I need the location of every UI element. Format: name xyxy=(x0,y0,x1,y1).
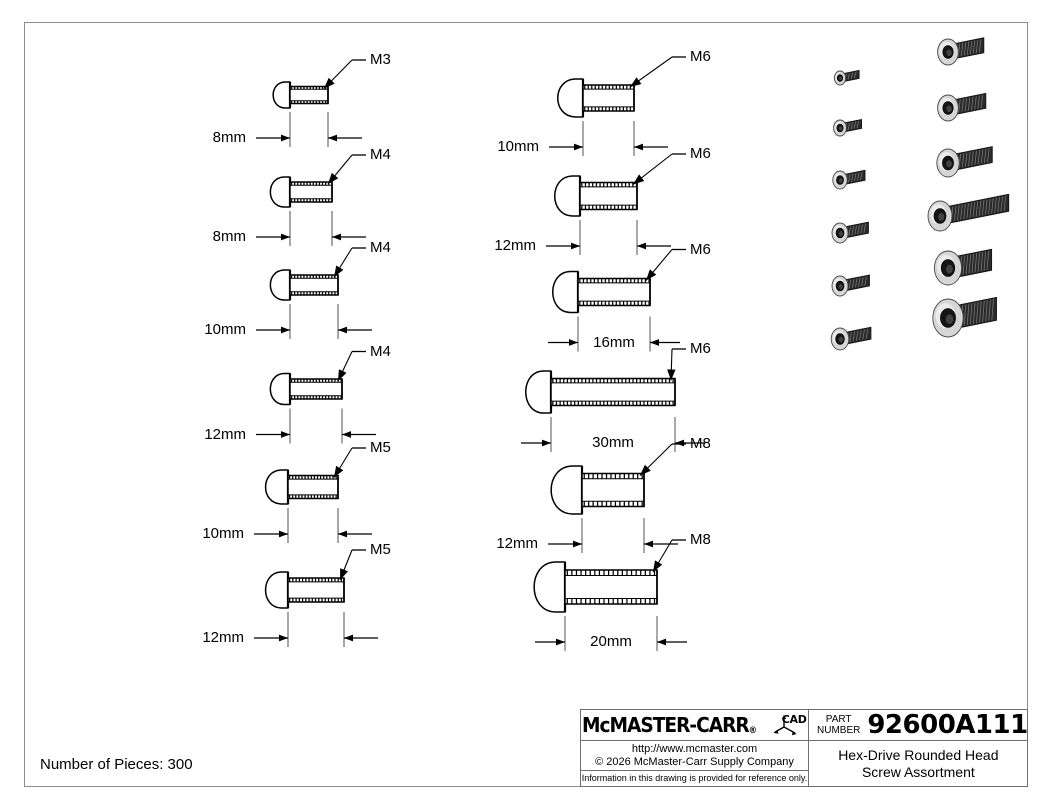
dimension-length-label: 12mm xyxy=(202,629,244,646)
title-block-left xyxy=(581,710,809,786)
screw-size-label: M4 xyxy=(370,342,391,360)
title-block-right xyxy=(809,710,1028,786)
part-number-label xyxy=(817,714,860,736)
drawing-frame xyxy=(24,22,1028,787)
screw-size-label: M6 xyxy=(690,145,711,162)
company-url: http://www.mcmaster.com xyxy=(631,742,758,755)
dimension-length-label: 8mm xyxy=(212,129,246,146)
title-block xyxy=(580,709,1028,787)
dimension-length-label: 30mm xyxy=(587,435,639,450)
dimension-length-label: 16mm xyxy=(588,335,640,350)
dimension-length-label: 10mm xyxy=(497,138,539,155)
dimension-length-label: 10mm xyxy=(202,525,244,542)
brand-logo-row xyxy=(581,710,808,741)
copyright-text: © 2026 McMaster-Carr Supply Company xyxy=(595,755,794,768)
part-number-row xyxy=(809,710,1028,741)
cad-badge-icon xyxy=(773,713,807,737)
dimension-length-label: 12mm xyxy=(496,535,538,552)
number-of-pieces-label: Number of Pieces: 300 xyxy=(40,756,193,773)
dimension-length-label: 12mm xyxy=(204,425,246,443)
dimension-length-label: 10mm xyxy=(204,321,246,338)
dimension-length-label: 20mm xyxy=(585,634,637,649)
mcmaster-carr-logo xyxy=(582,713,756,737)
description-line-2: Screw Assortment xyxy=(861,763,975,780)
screw-size-label: M8 xyxy=(690,531,711,548)
part-number-value: 92600A111 xyxy=(867,710,1028,740)
logo-wordmark: MᴄMASTER-CARR xyxy=(582,713,750,737)
part-number-label-line2: NUMBER xyxy=(817,725,861,736)
screw-size-label: M5 xyxy=(370,541,391,558)
screw-size-label: M6 xyxy=(690,48,711,65)
disclaimer-text: Information in this drawing is provided for reference only. xyxy=(581,773,808,783)
screw-size-label: M4 xyxy=(370,239,391,256)
dimension-length-label: 12mm xyxy=(494,237,536,254)
disclaimer-row xyxy=(581,771,808,786)
screw-size-label: M6 xyxy=(690,240,711,258)
description-line-1: Hex-Drive Rounded Head xyxy=(838,746,999,763)
screw-size-label: M3 xyxy=(370,51,391,68)
company-info-row xyxy=(581,741,808,771)
cad-label: CAD xyxy=(781,713,807,726)
product-description xyxy=(809,741,1028,786)
dimension-length-label: 8mm xyxy=(212,228,246,245)
screw-size-label: M8 xyxy=(690,435,711,452)
part-number-label-line1: PART xyxy=(825,714,852,725)
registered-trademark-icon: ® xyxy=(749,726,757,736)
screw-size-label: M5 xyxy=(370,439,391,456)
screw-size-label: M6 xyxy=(690,340,711,357)
screw-size-label: M4 xyxy=(370,146,391,163)
